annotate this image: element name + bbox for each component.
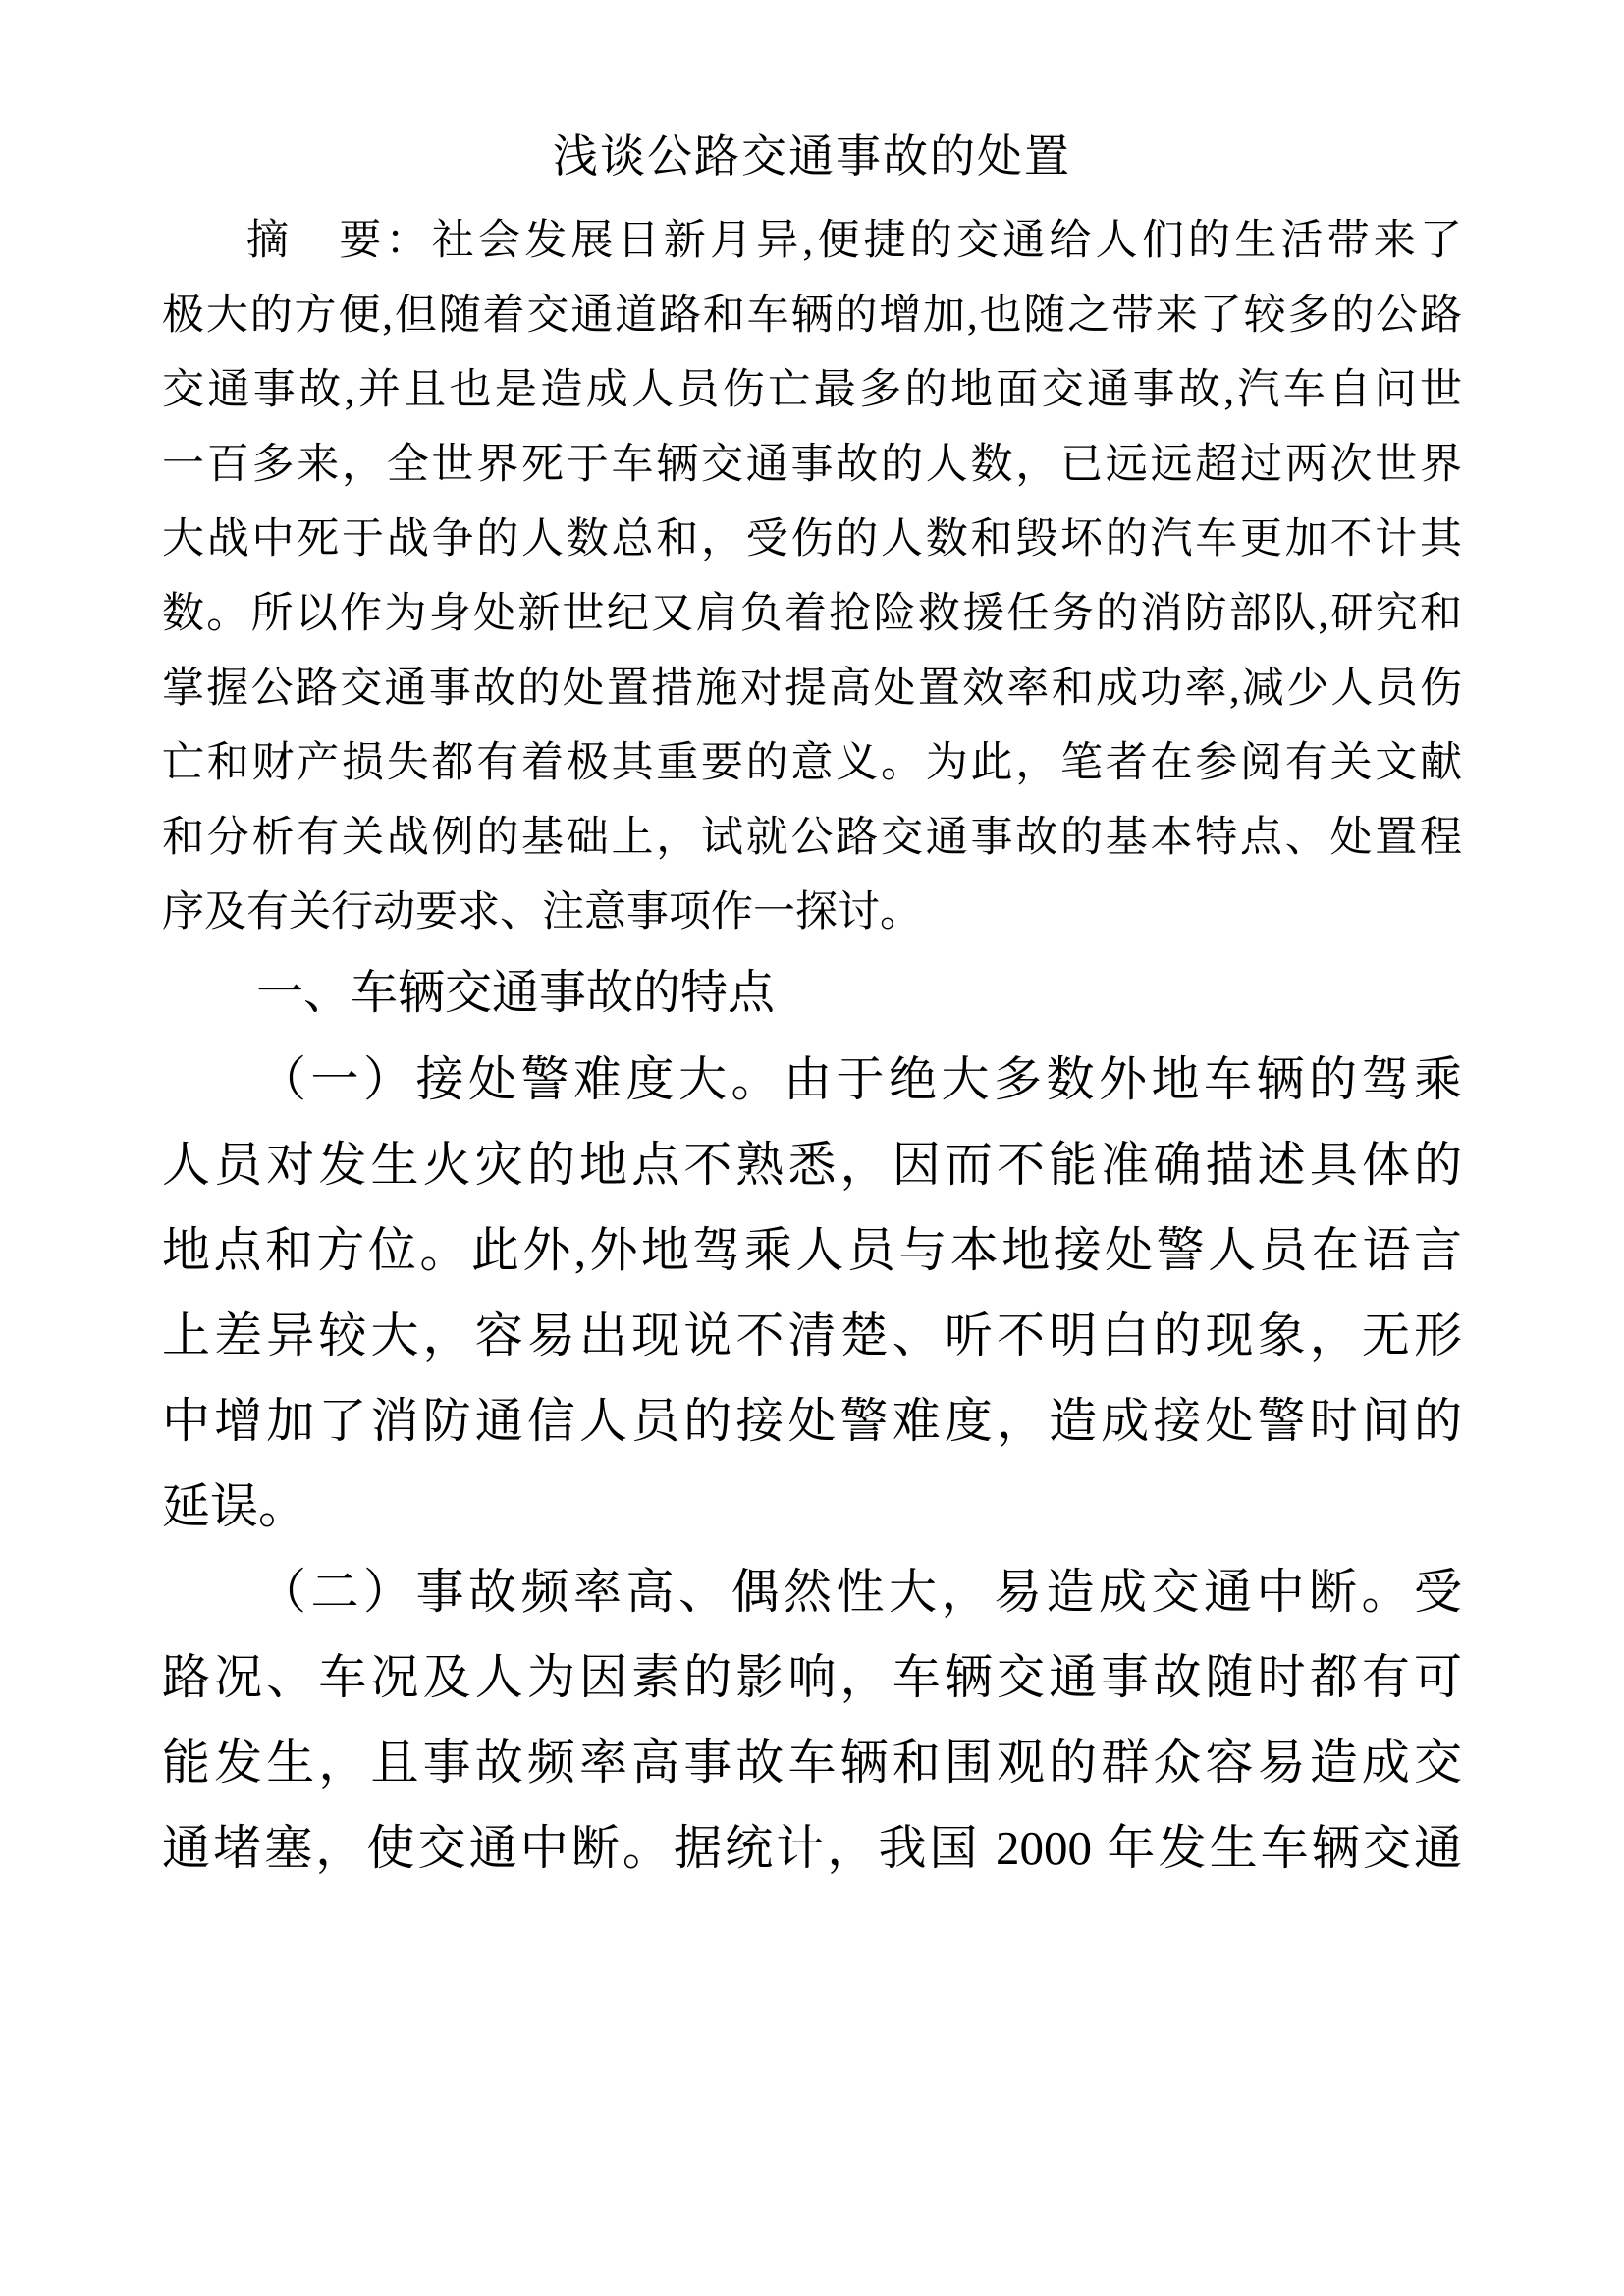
abstract-paragraph <box>162 204 1462 950</box>
text-line: 一百多来，全世界死于车辆交通事故的人数，已远远超过两次世界 <box>162 442 1462 488</box>
text-line: 亡和财产损失都有着极其重要的意义。为此，笔者在参阅有关文献 <box>162 740 1462 786</box>
text-line: （二）事故频率高、偶然性大，易造成交通中断。受 <box>258 1565 1462 1619</box>
text-line: 大战中死于战争的人数总和，受伤的人数和毁坏的汽车更加不计其 <box>162 516 1462 562</box>
text-line: 中增加了消防通信人员的接处警难度，造成接处警时间的 <box>162 1394 1462 1448</box>
document-title: 浅谈公路交通事故的处置 <box>553 132 1071 182</box>
text-line: 数。所以作为身处新世纪又肩负着抢险救援任务的消防部队,研究和 <box>162 591 1462 637</box>
text-line: 掌握公路交通事故的处置措施对提高处置效率和成功率,减少人员伤 <box>162 666 1462 712</box>
text-line: 能发生，且事故频率高事故车辆和围观的群众容易造成交 <box>162 1735 1462 1789</box>
text-line: 极大的方便,但随着交通道路和车辆的增加,也随之带来了较多的公路 <box>162 293 1462 339</box>
text-line: 延误。 <box>162 1479 307 1533</box>
text-line: （一）接处警难度大。由于绝大多数外地车辆的驾乘 <box>258 1052 1462 1106</box>
text-line: 和分析有关战例的基础上，试就公路交通事故的基本特点、处置程 <box>162 815 1462 861</box>
text-line: 序及有关行动要求、注意事项作一探讨。 <box>162 889 922 935</box>
text-line: 路况、车况及人为因素的影响，车辆交通事故随时都有可 <box>162 1650 1462 1704</box>
text-line: 通堵塞，使交通中断。据统计，我国 2000 年发生车辆交通 <box>162 1821 1462 1875</box>
text-line: 上差异较大，容易出现说不清楚、听不明白的现象，无形 <box>162 1308 1462 1362</box>
text-line: 人员对发生火灾的地点不熟悉，因而不能准确描述具体的 <box>162 1138 1462 1192</box>
paragraph-feature-2 <box>162 1549 1462 1891</box>
paragraph-feature-1 <box>162 1037 1462 1549</box>
text-line: 摘 要：社会发展日新月异,便捷的交通给人们的生活带来了 <box>246 218 1462 264</box>
text-line: 交通事故,并且也是造成人员伤亡最多的地面交通事故,汽车自问世 <box>162 367 1462 413</box>
text-line: 地点和方位。此外,外地驾乘人员与本地接处警人员在语言 <box>162 1223 1462 1277</box>
section-heading-1: 一、车辆交通事故的特点 <box>256 967 776 1019</box>
